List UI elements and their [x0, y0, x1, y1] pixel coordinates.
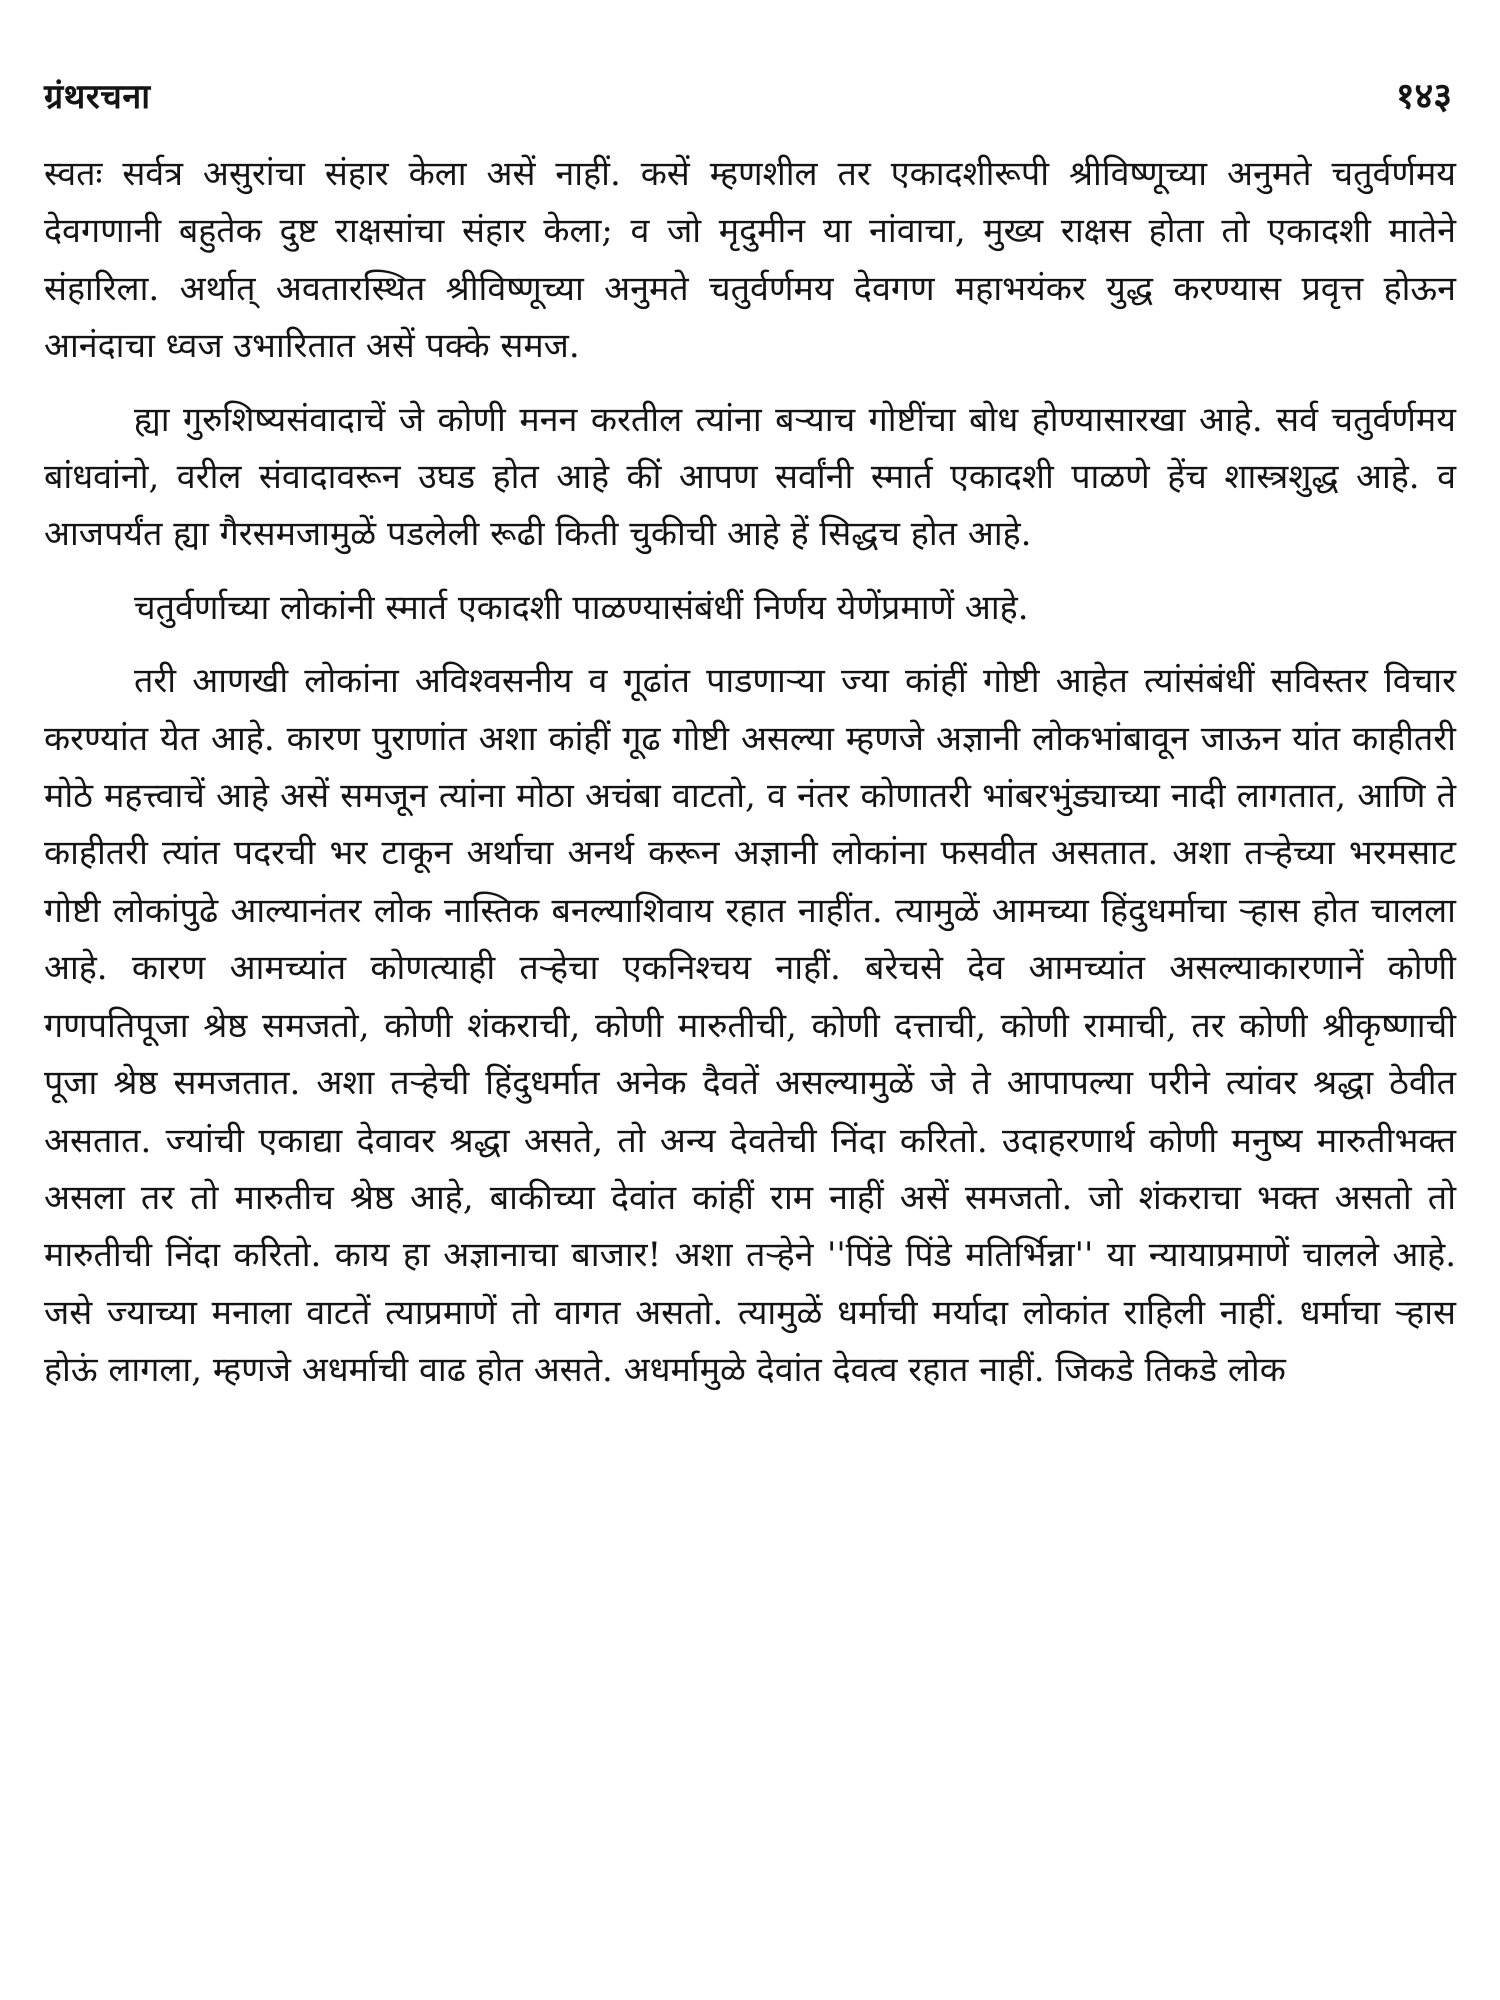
page-number: १४३ — [1395, 75, 1452, 117]
paragraph: तरी आणखी लोकांना अविश्वसनीय व गूढांत पाडणाऱ्या ज्या कांहीं गोष्टी आहेत त्यांसंबंधीं सविस्तर विचार करण्यांत येत आहे. कारण पुराणांत अशा कांहीं गूढ गोष्टी असल्या म्हणजे अज्ञानी लोकभांबावून जाऊन यांत काहीतरी मोठे महत्त्वाचें आहे असें समजून त्यांना मोठा अचंबा वाटतो, व नंतर कोणातरी भांबरभुंड्याच्या नादी लागतात, आणि ते काहीतरी त्यांत पदरची भर टाकून अर्थाचा अनर्थ करून अज्ञानी लोकांना फसवीत असतात. अशा तऱ्हेच्या भरमसाट गोष्टी लोकांपुढे आल्यानंतर लोक नास्तिक बनल्याशिवाय रहात नाहींत. त्यामुळें आमच्या हिंदुधर्माचा ऱ्हास होत चालला आहे. कारण आमच्यांत कोणत्याही तऱ्हेचा एकनिश्चय नाहीं. बरेचसे देव आमच्यांत असल्याकारणानें कोणी गणपतिपूजा श्रेष्ठ समजतो, कोणी शंकराची, कोणी मारुतीची, कोणी दत्ताची, कोणी रामाची, तर कोणी श्रीकृष्णाची पूजा श्रेष्ठ समजतात. अशा तऱ्हेची हिंदुधर्मात अनेक दैवतें असल्यामुळें जे ते आपापल्या परीने त्यांवर श्रद्धा ठेवीत असतात. ज्यांची एकाद्या देवावर श्रद्धा असते, तो अन्य देवतेची निंदा करितो. उदाहरणार्थ कोणी मनुष्य मारुतीभक्त असला तर तो मारुतीच श्रेष्ठ आहे, बाकीच्या देवांत कांहीं राम नाहीं असें समजतो. जो शंकराचा भक्त असतो तो मारुतीची निंदा करितो. काय हा अज्ञानाचा बाजार! अशा तऱ्हेने ''पिंडे पिंडे मतिर्भिन्ना'' या न्यायाप्रमाणें चालले आहे. जसे ज्याच्या मनाला वाटतें त्याप्रमाणें तो वागत असतो. त्यामुळें धर्माची मर्यादा लोकांत राहिली नाहीं. धर्माचा ऱ्हास होऊं लागला, म्हणजे अधर्माची वाढ होत असते. अधर्मामुळे देवांत देवत्व रहात नाहीं. जिकडे तिकडे लोक — [44, 661, 1456, 1391]
paragraph: स्वतः सर्वत्र असुरांचा संहार केला असें नाहीं. कसें म्हणशील तर एकादशीरूपी श्रीविष्णूच्या अनुमते चतुर्वर्णमय देवगणानी बहुतेक दुष्ट राक्षसांचा संहार केला; व जो मृदुमीन या नांवाचा, मुख्य राक्षस होता तो एकादशी मातेने संहारिला. अर्थात् अवतारस्थित श्रीविष्णूच्या अनुमते चतुर्वर्णमय देवगण महाभयंकर युद्ध करण्यास प्रवृत्त होऊन आनंदाचा ध्वज उभारितात असें पक्के समज. — [44, 154, 1456, 367]
paragraph: चतुर्वर्णाच्या लोकांनी स्मार्त एकादशी पाळण्यासंबंधीं निर्णय येणेंप्रमाणें आहे. — [134, 587, 1029, 628]
paragraph: ह्या गुरुशिष्यसंवादाचें जे कोणी मनन करतील त्यांना बऱ्याच गोष्टींचा बोध होण्यासारखा आहे. सर्व चतुर्वर्णमय बांधवांनो, वरील संवादावरून उघड होत आहे कीं आपण सर्वांनी स्मार्त एकादशी पाळणे हेंच शास्त्रशुद्ध आहे. व आजपर्यंत ह्या गैरसमजामुळें पडलेली रूढी किती चुकीची आहे हें सिद्धच होत आहे. — [44, 399, 1456, 555]
body-text — [44, 146, 1456, 1400]
section-title: ग्रंथरचना — [44, 77, 151, 117]
running-header — [44, 70, 1456, 140]
